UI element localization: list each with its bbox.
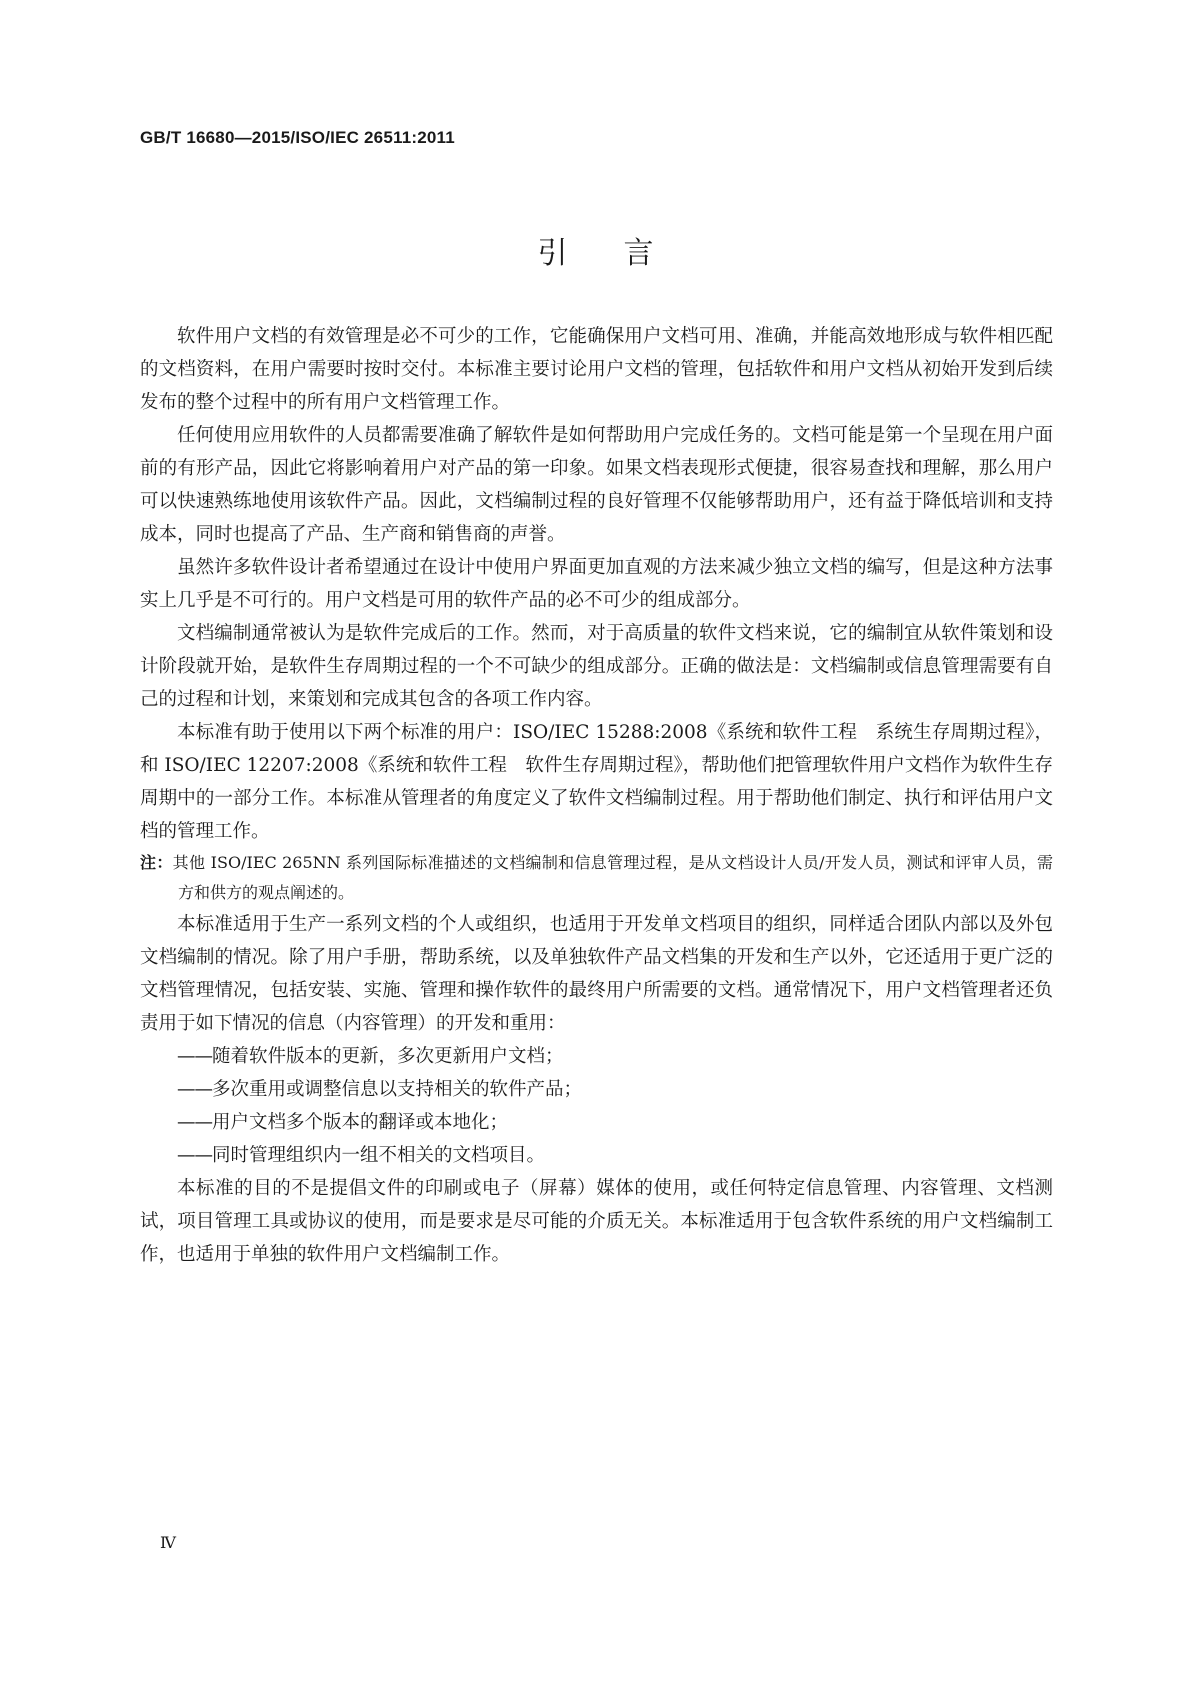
page-title: 引言 [537,236,710,271]
paragraph-3: 虽然许多软件设计者希望通过在设计中使用户界面更加直观的方法来减少独立文档的编写，但是这种方法事实上几乎是不可行的。用户文档是可用的软件产品的必不可少的组成部分。 [140,557,1053,611]
list-dash: —— [177,1112,212,1133]
list-item [140,1040,1053,1073]
note-text: 其他 ISO/IEC 265NN 系列国际标准描述的文档编制和信息管理过程，是从文档设计人员/开发人员，测试和评审人员，需方和供方的观点阐述的。 [172,853,1053,902]
note-label: 注： [140,853,173,872]
standard-number-header: GB/T 16680—2015/ISO/IEC 26511:2011 [140,128,455,147]
paragraph-4: 文档编制通常被认为是软件完成后的工作。然而，对于高质量的软件文档来说，它的编制宜从软件策划和设计阶段就开始，是软件生存周期过程的一个不可缺少的组成部分。正确的做法是：文档编制或信息管理需要有自己的过程和计划，来策划和完成其包含的各项工作内容。 [140,623,1053,710]
note [140,848,1053,908]
page-number: Ⅳ [160,1535,176,1552]
paragraph-7: 本标准的目的不是提倡文件的印刷或电子（屏幕）媒体的使用，或任何特定信息管理、内容管理、文档测试，项目管理工具或协议的使用，而是要求是尽可能的介质无关。本标准适用于包含软件系统的用户文档编制工作，也适用于单独的软件用户文档编制工作。 [140,1178,1053,1265]
paragraph-5: 本标准有助于使用以下两个标准的用户：ISO/IEC 15288:2008《系统和软件工程 系统生存周期过程》，和 ISO/IEC 12207:2008《系统和软件工程 软件生存周期过程》，帮助他们把管理软件用户文档作为软件生存周期中的一部分工作。本标准从管理者的角度定义了软件文档编制过程。用于帮助他们制定、执行和评估用户文档的管理工作。 [140,722,1053,842]
list-dash: —— [177,1046,212,1067]
list-item [140,1106,1053,1139]
list-dash: —— [177,1145,212,1166]
document-body [140,320,1053,1271]
paragraph-6: 本标准适用于生产一系列文档的个人或组织，也适用于开发单文档项目的组织，同样适合团队内部以及外包文档编制的情况。除了用户手册，帮助系统，以及单独软件产品文档集的开发和生产以外，它还适用于更广泛的文档管理情况，包括安装、实施、管理和操作软件的最终用户所需要的文档。通常情况下，用户文档管理者还负责用于如下情况的信息（内容管理）的开发和重用： [140,914,1053,1034]
paragraph-1: 软件用户文档的有效管理是必不可少的工作，它能确保用户文档可用、准确，并能高效地形成与软件相匹配的文档资料，在用户需要时按时交付。本标准主要讨论用户文档的管理，包括软件和用户文档从初始开发到后续发布的整个过程中的所有用户文档管理工作。 [140,326,1053,413]
list-item [140,1139,1053,1172]
dash-list [140,1040,1053,1172]
list-item-text: 随着软件版本的更新，多次更新用户文档； [212,1046,564,1067]
list-item-text: 用户文档多个版本的翻译或本地化； [212,1112,509,1133]
list-item-text: 同时管理组织内一组不相关的文档项目。 [212,1145,546,1166]
list-item [140,1073,1053,1106]
paragraph-2: 任何使用应用软件的人员都需要准确了解软件是如何帮助用户完成任务的。文档可能是第一个呈现在用户面前的有形产品，因此它将影响着用户对产品的第一印象。如果文档表现形式便捷，很容易查找和理解，那么用户可以快速熟练地使用该软件产品。因此，文档编制过程的良好管理不仅能够帮助用户，还有益于降低培训和支持成本，同时也提高了产品、生产商和销售商的声誉。 [140,425,1053,545]
list-item-text: 多次重用或调整信息以支持相关的软件产品； [212,1079,583,1100]
list-dash: —— [177,1079,212,1100]
